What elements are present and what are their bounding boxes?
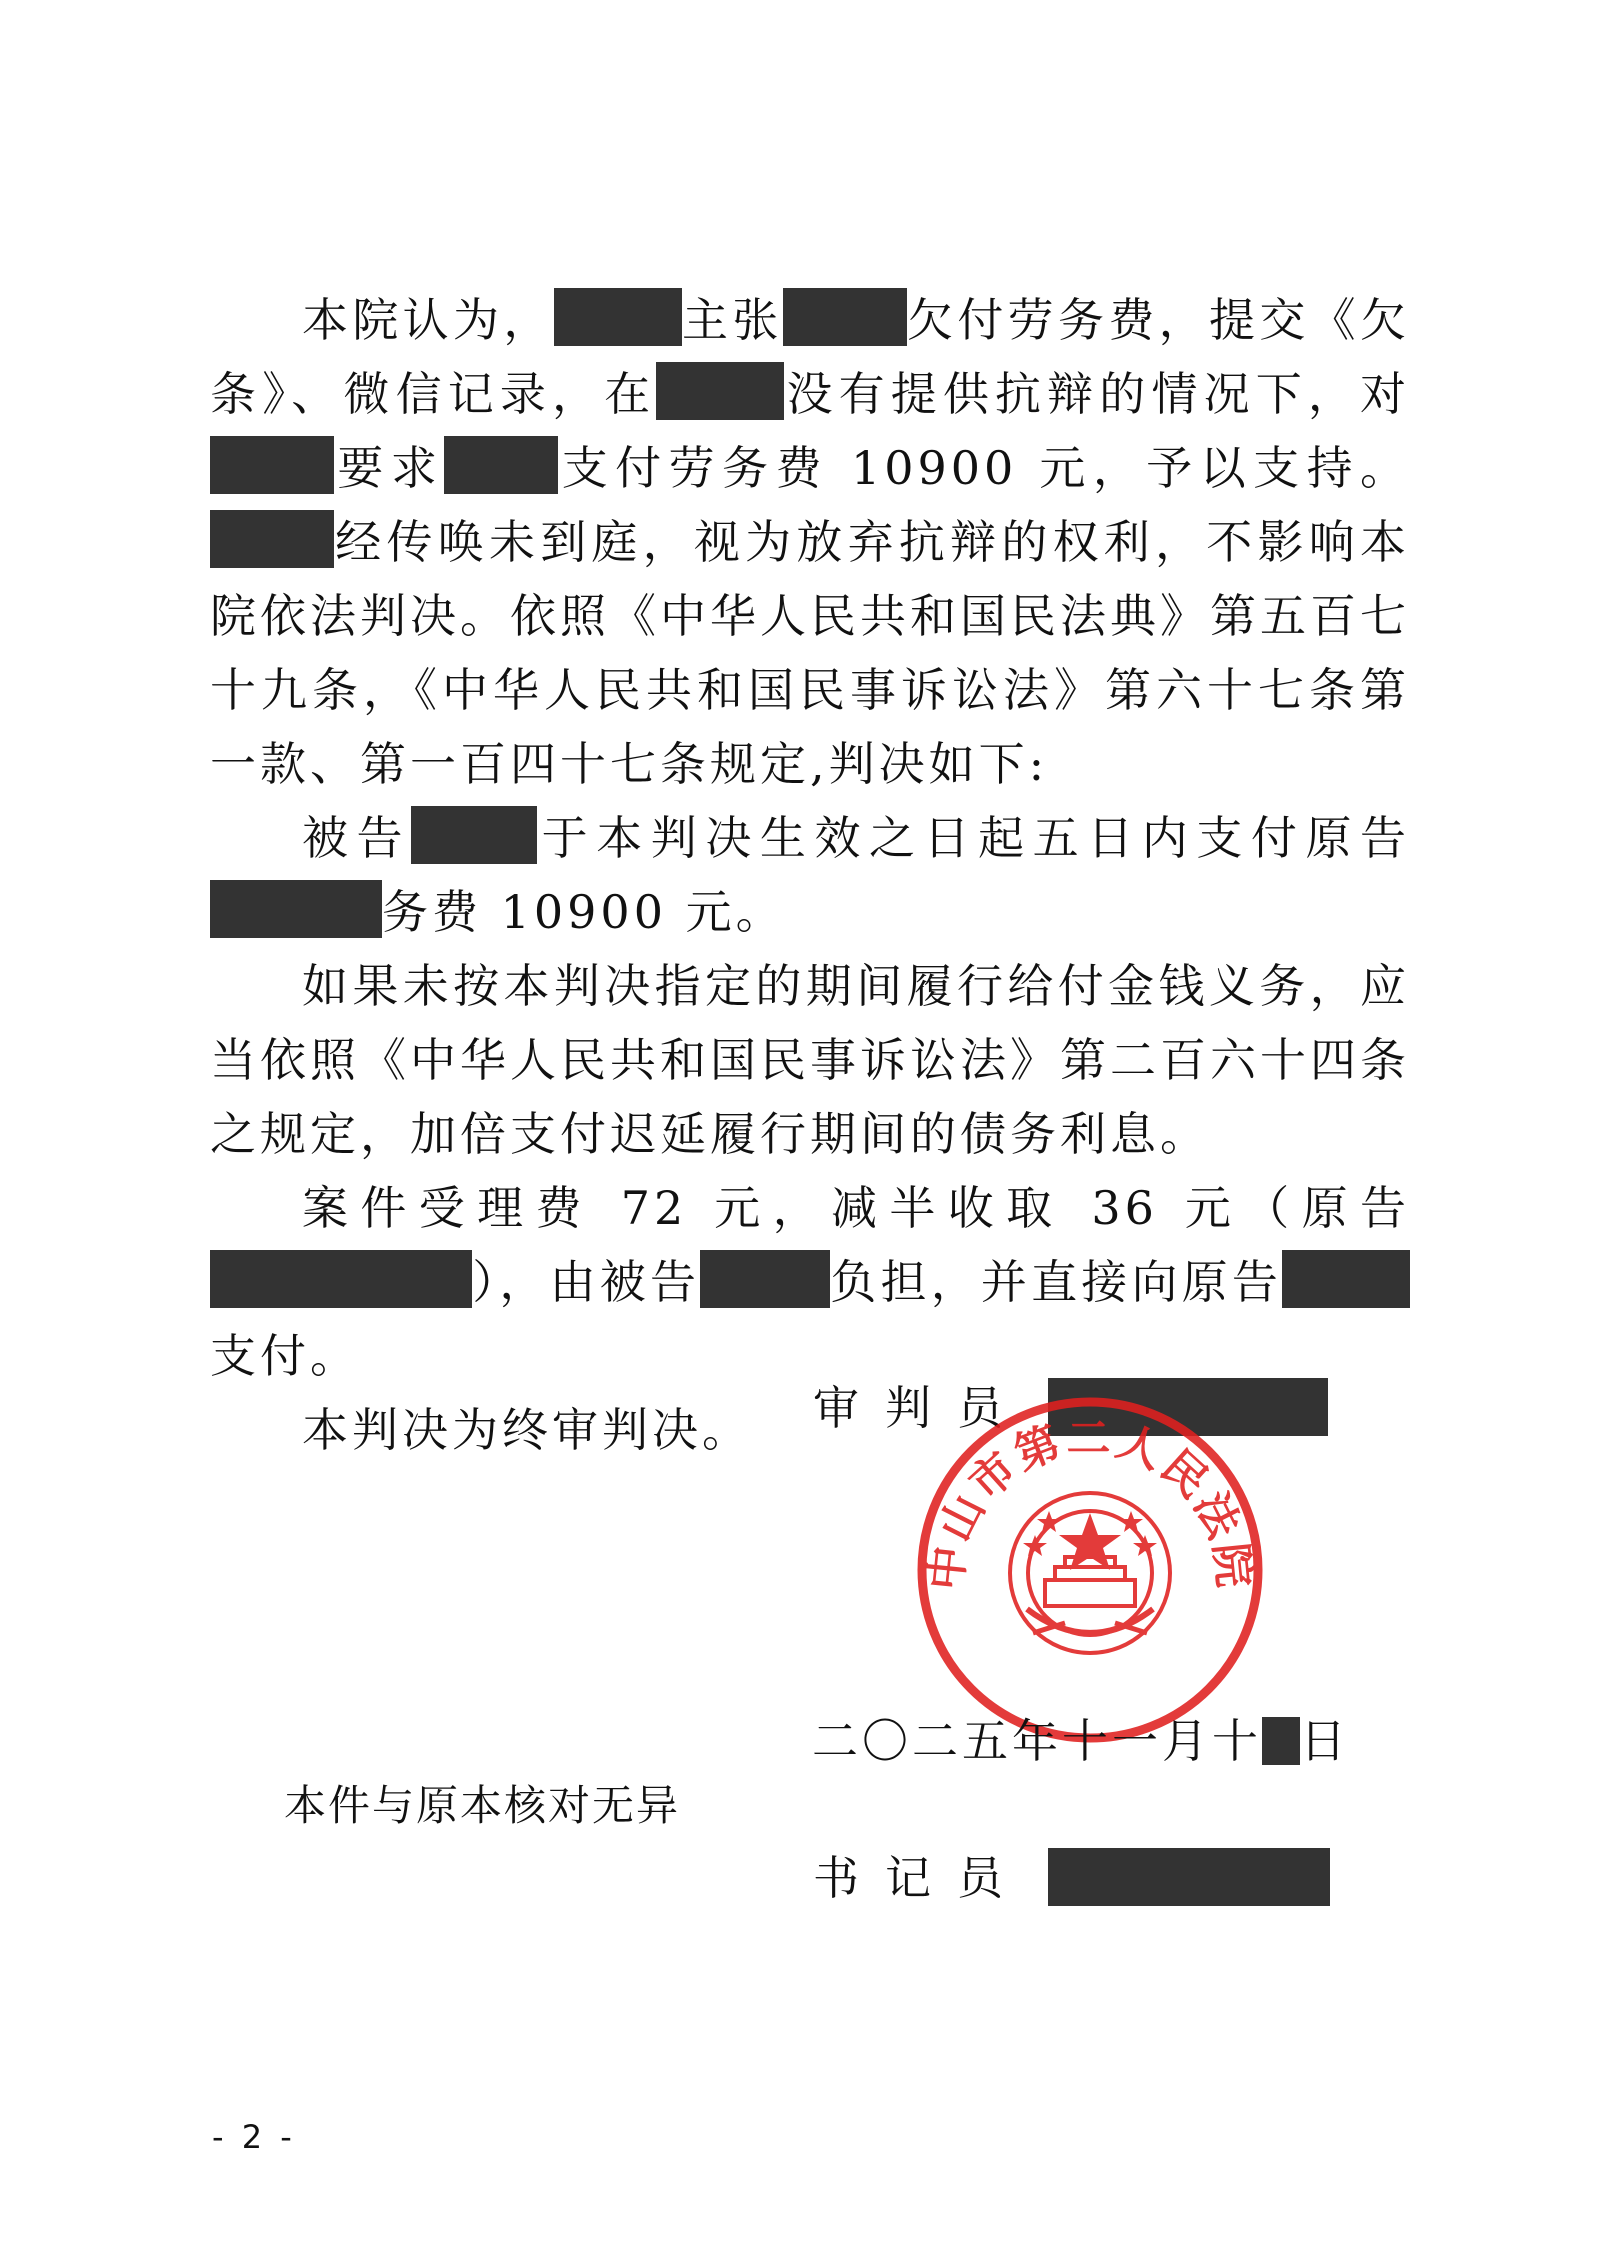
- paragraph-text: 案件受理费 72 元，减半收取 36 元（原告: [302, 1181, 1410, 1235]
- name-redaction: [1282, 1250, 1410, 1308]
- date-row: [812, 1705, 1350, 1771]
- paragraph-text: 本判决为终审判决。: [302, 1403, 752, 1457]
- emblem-stars: [1023, 1511, 1157, 1570]
- date-day-redaction: [1262, 1717, 1300, 1765]
- page-number: - 2 -: [212, 2118, 296, 2156]
- paragraph-text: 务费 10900 元。: [382, 885, 786, 939]
- paragraph-text: 支付劳务费 10900 元，予以支持。: [558, 441, 1411, 495]
- name-redaction: [210, 510, 334, 568]
- certification-note: 本件与原本核对无异: [284, 1781, 681, 1830]
- clerk-name-redaction: [1048, 1848, 1330, 1906]
- judgment-body: [210, 283, 1410, 1467]
- name-redaction: [210, 436, 334, 494]
- judgment-paragraph: [210, 949, 1410, 1171]
- paragraph-text: 如果未按本判决指定的期间履行给付金钱义务，应当依照《中华人民共和国民事诉讼法》第二百六十四条之规定，加倍支付迟延履行期间的债务利息。: [210, 959, 1410, 1161]
- judgment-paragraph: [210, 801, 1410, 949]
- name-redaction: [210, 1250, 472, 1308]
- paragraph-text: 没有提供抗辩的情况下，对: [784, 367, 1411, 421]
- court-seal: [915, 1395, 1265, 1745]
- judgment-date-suffix: 日: [1300, 1714, 1350, 1768]
- judgment-paragraph: [210, 1171, 1410, 1393]
- paragraph-text: 经传唤未到庭，视为放弃抗辩的权利，不影响本院依法判决。依照《中华人民共和国民法典》第五百七十九条，《中华人民共和国民事诉讼法》第六十七条第一款、第一百四十七条规定,判决如下:: [210, 515, 1410, 791]
- paragraph-text: 负担，并直接向原告: [830, 1255, 1282, 1309]
- name-redaction: [783, 288, 907, 346]
- name-redaction: [700, 1250, 830, 1308]
- paragraph-text: 本院认为，: [302, 293, 554, 347]
- name-redaction: [520, 436, 558, 494]
- paragraph-text: 被告: [302, 811, 412, 865]
- paragraph-text: 欠付劳务费，提交《欠条》、微信记录，在: [210, 293, 1411, 421]
- clerk-signature-row: [813, 1842, 1330, 1908]
- name-redaction: [444, 436, 520, 494]
- paragraph-text: 要求: [334, 441, 445, 495]
- name-redaction: [210, 880, 382, 938]
- name-redaction: [554, 288, 682, 346]
- judgment-date-prefix: 二〇二五年十一月十: [812, 1714, 1262, 1768]
- name-redaction: [656, 362, 784, 420]
- paragraph-text: 于本判决生效之日起五日内支付原告: [537, 811, 1411, 865]
- judge-label: 审判员: [813, 1381, 1029, 1435]
- paragraph-text: 支付。: [210, 1329, 360, 1383]
- paragraph-text: ），由被告: [472, 1255, 701, 1309]
- clerk-label: 书记员: [813, 1851, 1029, 1905]
- name-redaction: [411, 806, 537, 864]
- judgment-paragraph: [210, 283, 1410, 801]
- seal-text: 中山市第二人民法院: [920, 1413, 1260, 1593]
- paragraph-text: 主张: [681, 293, 783, 347]
